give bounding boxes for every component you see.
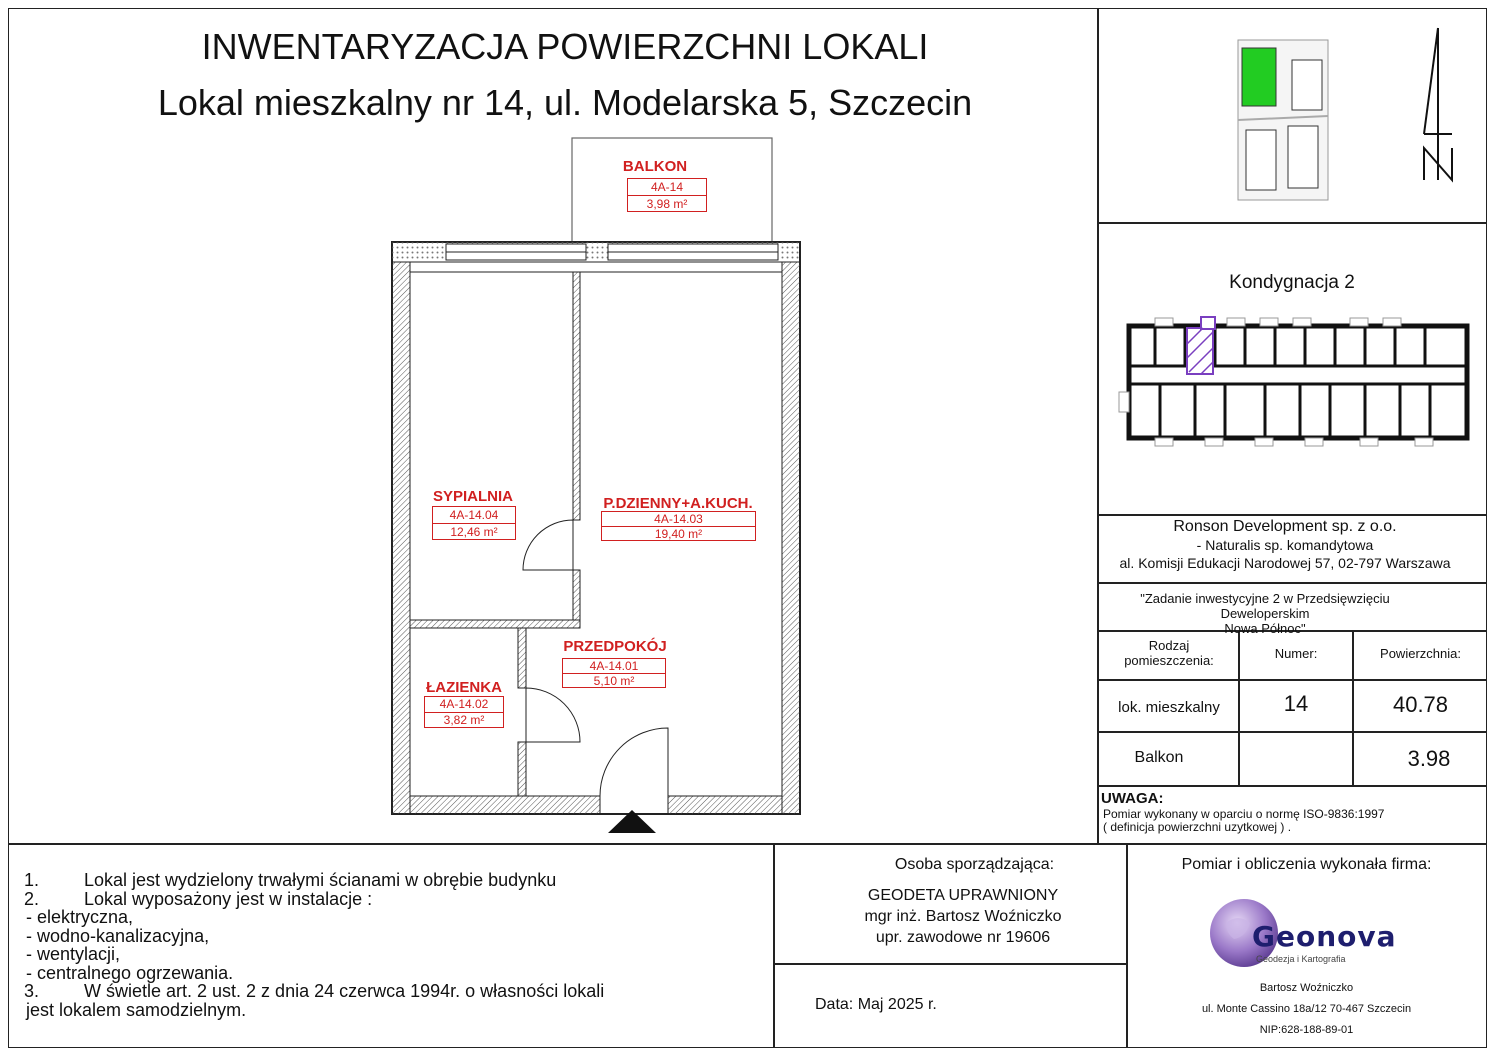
firm-details [1126, 978, 1487, 1041]
note3-text: W świetle art. 2 ust. 2 z dnia 24 czerwca 1994r. o własności lokali [84, 981, 605, 1001]
table-header-number: Numer: [1274, 646, 1318, 661]
firm-owner: Bartosz Woźniczko [1259, 982, 1354, 994]
author-title: GEODETA UPRAWNIONY [867, 887, 1059, 904]
note3-continuation: jest lokalem samodzielnym. [26, 999, 247, 1020]
uwaga-text [1103, 808, 1384, 834]
room-box-balkon [627, 178, 707, 212]
room-box-przedpokoj [562, 658, 666, 688]
room-area-przedpokoj: 5,10 m² [563, 673, 665, 688]
row1-number: 14 [1283, 691, 1309, 716]
table-bottom-line [1097, 785, 1487, 787]
floor-plan [380, 130, 820, 840]
room-area-sypialnia: 12,46 m² [433, 523, 515, 540]
room-box-lazienka [424, 696, 504, 728]
room-name-lazienka: ŁAZIENKA [426, 679, 502, 696]
company-partner: - Naturalis sp. komandytowa [1196, 537, 1374, 553]
note2-text: Lokal wyposażony jest w instalacje : [84, 888, 373, 909]
room-name-przedpokoj: PRZEDPOKÓJ [563, 638, 667, 655]
header-type-line2: pomieszczenia: [1124, 653, 1214, 668]
row1-type: lok. mieszkalny [1118, 699, 1220, 716]
room-name-balkon: BALKON [622, 158, 688, 175]
author-date-divider [773, 963, 1126, 965]
row2-type: Balkon [1134, 749, 1184, 766]
installation-4: - centralnego ogrzewania. [26, 962, 234, 983]
uwaga-line2: ( definicja powierzchni uzytkowej ) . [1103, 820, 1292, 834]
installation-1: - elektryczna, [26, 907, 134, 927]
uwaga-line1: Pomiar wykonany w oparciu o normę ISO-9836:1997 [1103, 807, 1385, 821]
page-title: INWENTARYZACJA POWIERZCHNI LOKALI [201, 26, 929, 67]
installation-2: - wodno-kanalizacyjna, [26, 925, 210, 946]
company-address: al. Komisji Edukacji Narodowej 57, 02-797 Warszawa [1119, 555, 1451, 571]
sidebar-divider-1 [1097, 222, 1487, 224]
room-name-dzienny: P.DZIENNY+A.KUCH. [603, 495, 753, 512]
room-code-sypialnia: 4A-14.04 [449, 508, 499, 522]
company-info [1110, 518, 1460, 572]
table-header-type [1100, 638, 1238, 668]
north-arrow-icon [1418, 24, 1458, 186]
firm-nip: NIP:628-188-89-01 [1259, 1024, 1354, 1036]
room-code-lazienka: 4A-14.02 [439, 697, 489, 711]
row1-area: 40.78 [1392, 692, 1449, 717]
firm-label: Pomiar i obliczenia wykonała firma: [1181, 856, 1432, 873]
room-code-dzienny: 4A-14.03 [654, 512, 703, 526]
room-area-balkon: 3,98 m² [628, 195, 706, 212]
room-code-balkon: 4A-14 [650, 180, 684, 194]
page-subtitle: Lokal mieszkalny nr 14, ul. Modelarska 5, Szczecin [157, 82, 973, 123]
author-label: Osoba sporządzająca: [894, 856, 1055, 873]
bottom-strip-divider [8, 843, 1487, 845]
note2-number: 2. [24, 888, 40, 909]
room-code-przedpokoj: 4A-14.01 [589, 659, 639, 673]
firm-logo-name: Geonova [1252, 920, 1397, 953]
header-type-line1: Rodzaj [1148, 638, 1190, 653]
uwaga-title: UWAGA: [1101, 790, 1164, 807]
firm-logo-subtitle: Geodezja i Kartografia [1256, 954, 1346, 964]
room-name-sypialnia: SYPIALNIA [432, 488, 513, 505]
notes-block [24, 871, 764, 1019]
site-plan-thumbnail [1230, 30, 1340, 205]
author-details [773, 885, 1153, 948]
table-line-1 [1097, 679, 1487, 681]
document-date: Data: Maj 2025 r. [815, 996, 937, 1013]
floor-label: Kondygnacja 2 [1229, 272, 1355, 293]
project-info [1100, 591, 1430, 636]
note1-text: Lokal jest wydzielony trwałymi ścianami w obrębie budynku [84, 870, 557, 890]
sidebar-divider-3 [1097, 582, 1487, 584]
installation-3: - wentylacji, [26, 944, 121, 964]
right-column-divider [1097, 8, 1099, 843]
firm-address: ul. Monte Cassino 18a/12 70-467 Szczecin [1201, 1003, 1412, 1015]
room-area-dzienny: 19,40 m² [602, 526, 755, 541]
table-line-2 [1097, 731, 1487, 733]
project-line1: "Zadanie inwestycyjne 2 w Przedsięwzięciu Deweloperskim [1140, 591, 1390, 621]
highlighted-building [1242, 48, 1276, 106]
room-box-sypialnia [432, 506, 516, 540]
floor-key-plan [1115, 314, 1475, 456]
note3-number: 3. [24, 981, 40, 1001]
table-header-area: Powierzchnia: [1380, 646, 1461, 661]
row2-area: 3.98 [1407, 746, 1451, 771]
author-name: mgr inż. Bartosz Woźniczko [864, 908, 1062, 925]
room-box-dzienny [601, 511, 756, 541]
note1-number: 1. [24, 870, 40, 890]
project-line2: Nowa Północ" [1224, 621, 1306, 636]
sidebar-divider-2 [1097, 514, 1487, 516]
author-license: upr. zawodowe nr 19606 [875, 929, 1051, 946]
room-area-lazienka: 3,82 m² [425, 712, 503, 728]
company-name: Ronson Development sp. z o.o. [1173, 518, 1397, 535]
